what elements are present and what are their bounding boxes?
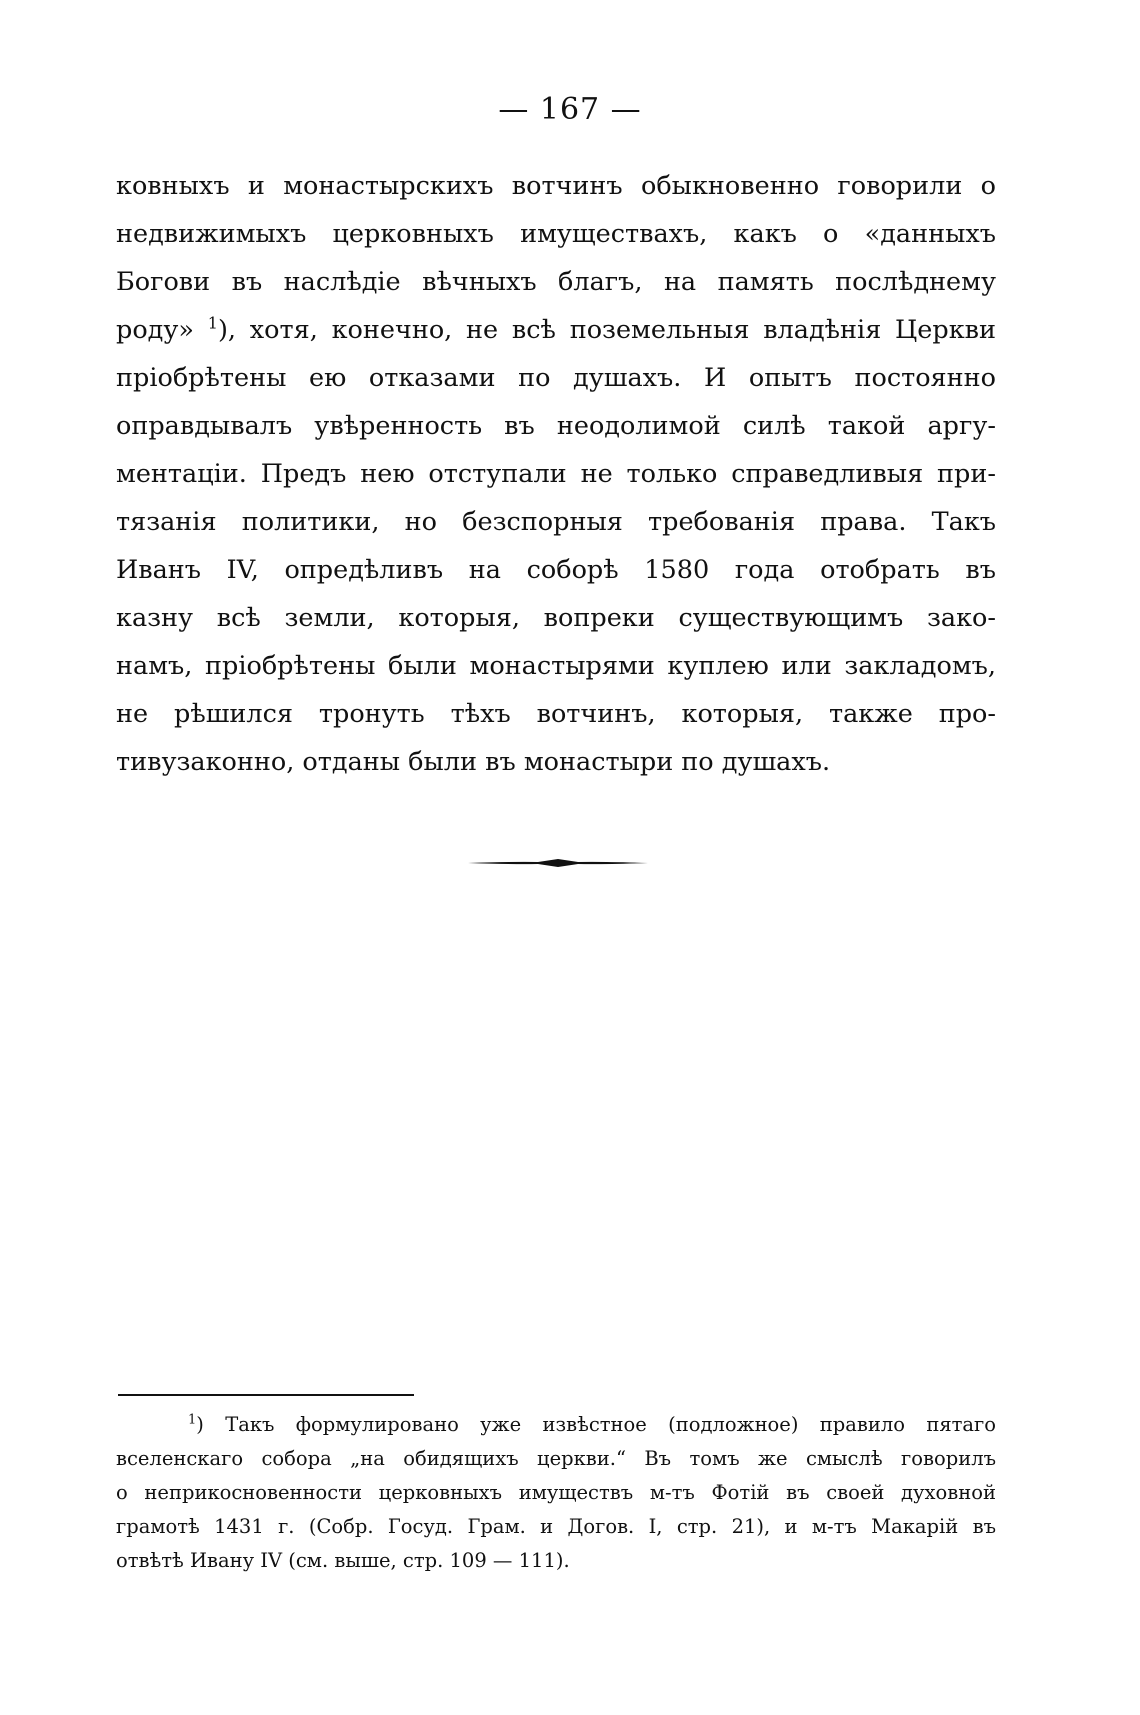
ornamental-divider (468, 856, 648, 870)
body-line: тязанія политики, но безспорныя требованія права. Такъ (116, 507, 996, 537)
body-line: не рѣшился тронуть тѣхъ вотчинъ, которыя, также про- (116, 699, 996, 729)
body-text (116, 162, 996, 786)
page-number: — 167 — (498, 92, 642, 127)
footnote-line: вселенскаго собора „на обидящихъ церкви.“ Въ томъ же смыслѣ говорилъ (116, 1447, 996, 1470)
footnote-line: о неприкосновенности церковныхъ имуществъ м-тъ Фотій въ своей духовной (116, 1481, 996, 1504)
body-line-start: роду» (116, 315, 194, 345)
body-line: ментаціи. Предъ нею отступали не только справедливыя при- (116, 459, 996, 489)
body-line: тивузаконно, отданы были въ монастыри по душахъ. (116, 747, 831, 777)
body-line: оправдывалъ увѣренность въ неодолимой силѣ такой аргу- (116, 411, 996, 441)
footnote (116, 1408, 996, 1578)
footnote-marker: 1 (188, 1412, 197, 1428)
footnote-rule (118, 1394, 414, 1396)
body-line: пріобрѣтены ею отказами по душахъ. И опытъ постоянно (116, 363, 996, 393)
footnote-line: грамотѣ 1431 г. (Собр. Госуд. Грам. и Догов. I, стр. 21), и м-тъ Макарій въ (116, 1515, 996, 1538)
footnote-reference: 1 (207, 313, 218, 333)
body-line: Иванъ IV, опредѣливъ на соборѣ 1580 года отобрать въ (116, 555, 996, 585)
body-line: недвижимыхъ церковныхъ имуществахъ, какъ о «данныхъ (116, 219, 996, 249)
body-line-end: ), хотя, конечно, не всѣ поземельныя владѣнія Церкви (217, 315, 996, 345)
footnote-line: отвѣтѣ Ивану IV (см. выше, стр. 109 — 111). (116, 1549, 570, 1572)
body-line-with-footnote-ref (116, 306, 996, 354)
footnote-line-text: ) Такъ формулировано уже извѣстное (подложное) правило пятаго (196, 1413, 996, 1436)
body-line: Богови въ наслѣдіе вѣчныхъ благъ, на память послѣднему (116, 267, 996, 297)
body-line: намъ, пріобрѣтены были монастырями куплею или закладомъ, (116, 651, 996, 681)
footnote-line (116, 1408, 996, 1442)
body-line: казну всѣ земли, которыя, вопреки существующимъ зако- (116, 603, 996, 633)
body-line: ковныхъ и монастырскихъ вотчинъ обыкновенно говорили о (116, 171, 996, 201)
